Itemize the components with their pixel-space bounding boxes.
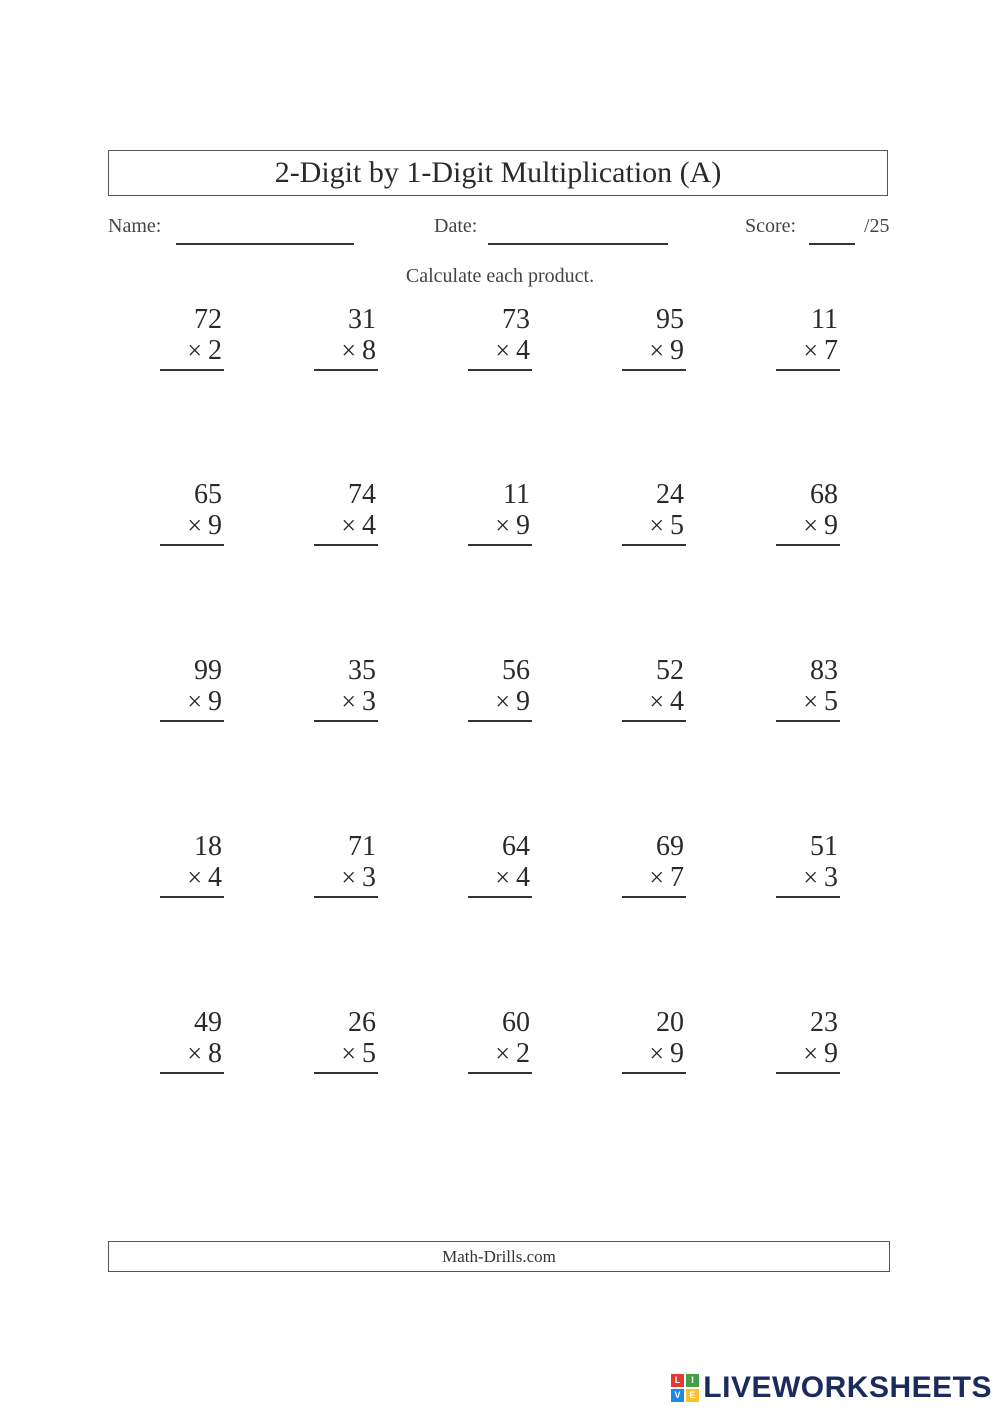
problem-13 (460, 656, 530, 726)
multiplicand: 72 (194, 304, 222, 335)
multiplier-row (614, 862, 684, 894)
multiplier: 7 (824, 335, 838, 366)
logo-tile: I (686, 1374, 699, 1387)
answer-line[interactable] (160, 1072, 224, 1074)
problem-2 (306, 305, 376, 375)
multiplicand: 99 (194, 655, 222, 686)
times-sign: × (803, 336, 818, 365)
logo-tile: L (671, 1374, 684, 1387)
multiplicand: 26 (348, 1007, 376, 1038)
score-label: Score: (745, 215, 797, 237)
instructions: Calculate each product. (405, 265, 595, 287)
multiplier-row (152, 686, 222, 718)
multiplicand: 56 (502, 655, 530, 686)
multiplier-row (614, 1038, 684, 1070)
multiplier: 8 (362, 335, 376, 366)
answer-line[interactable] (468, 369, 532, 371)
multiplicand: 11 (503, 479, 530, 510)
multiplier-row (460, 1038, 530, 1070)
times-sign: × (495, 336, 510, 365)
multiplier-row (768, 1038, 838, 1070)
name-label: Name: (108, 215, 162, 237)
answer-line[interactable] (776, 1072, 840, 1074)
multiplicand: 35 (348, 655, 376, 686)
answer-line[interactable] (468, 544, 532, 546)
problem-14 (614, 656, 684, 726)
multiplier-row (306, 510, 376, 542)
multiplier: 5 (670, 510, 684, 541)
times-sign: × (495, 687, 510, 716)
multiplier: 9 (208, 510, 222, 541)
answer-line[interactable] (314, 896, 378, 898)
answer-line[interactable] (160, 544, 224, 546)
problem-25 (768, 1008, 838, 1078)
multiplier: 9 (516, 510, 530, 541)
problem-16 (152, 832, 222, 902)
problem-8 (460, 480, 530, 550)
problem-7 (306, 480, 376, 550)
multiplier-row (306, 862, 376, 894)
multiplier-row (306, 335, 376, 367)
times-sign: × (803, 1039, 818, 1068)
multiplicand: 18 (194, 831, 222, 862)
liveworksheets-icon (671, 1374, 699, 1402)
problem-21 (152, 1008, 222, 1078)
answer-line[interactable] (622, 720, 686, 722)
multiplicand: 69 (656, 831, 684, 862)
multiplier-row (460, 686, 530, 718)
answer-line[interactable] (468, 896, 532, 898)
answer-line[interactable] (314, 544, 378, 546)
multiplier-row (614, 335, 684, 367)
answer-line[interactable] (622, 1072, 686, 1074)
multiplier: 5 (362, 1038, 376, 1069)
multiplicand: 68 (810, 479, 838, 510)
multiplicand: 11 (811, 304, 838, 335)
logo-tile: E (686, 1389, 699, 1402)
problem-15 (768, 656, 838, 726)
multiplicand: 52 (656, 655, 684, 686)
multiplier-row (768, 862, 838, 894)
answer-line[interactable] (160, 720, 224, 722)
answer-line[interactable] (776, 544, 840, 546)
multiplicand: 31 (348, 304, 376, 335)
problem-1 (152, 305, 222, 375)
times-sign: × (803, 511, 818, 540)
times-sign: × (187, 1039, 202, 1068)
multiplier-row (768, 510, 838, 542)
answer-line[interactable] (622, 369, 686, 371)
brand-name: LIVEWORKSHEETS (703, 1371, 992, 1404)
multiplier-row (152, 1038, 222, 1070)
times-sign: × (649, 687, 664, 716)
answer-line[interactable] (314, 1072, 378, 1074)
times-sign: × (649, 1039, 664, 1068)
times-sign: × (649, 511, 664, 540)
times-sign: × (341, 863, 356, 892)
answer-line[interactable] (160, 369, 224, 371)
multiplier: 4 (516, 335, 530, 366)
multiplier: 2 (516, 1038, 530, 1069)
problem-19 (614, 832, 684, 902)
multiplicand: 51 (810, 831, 838, 862)
multiplier-row (614, 510, 684, 542)
answer-line[interactable] (776, 720, 840, 722)
multiplicand: 83 (810, 655, 838, 686)
multiplicand: 24 (656, 479, 684, 510)
answer-line[interactable] (776, 896, 840, 898)
problem-6 (152, 480, 222, 550)
multiplier: 9 (516, 686, 530, 717)
times-sign: × (187, 511, 202, 540)
multiplier: 9 (670, 335, 684, 366)
multiplier: 3 (824, 862, 838, 893)
multiplier-row (460, 862, 530, 894)
multiplicand: 65 (194, 479, 222, 510)
times-sign: × (187, 687, 202, 716)
problem-24 (614, 1008, 684, 1078)
multiplier: 4 (670, 686, 684, 717)
multiplier-row (152, 335, 222, 367)
problem-3 (460, 305, 530, 375)
multiplier: 9 (824, 510, 838, 541)
problem-22 (306, 1008, 376, 1078)
multiplier: 9 (824, 1038, 838, 1069)
answer-line[interactable] (314, 369, 378, 371)
worksheet-title: 2-Digit by 1-Digit Multiplication (A) (108, 150, 888, 196)
multiplicand: 49 (194, 1007, 222, 1038)
multiplier: 5 (824, 686, 838, 717)
times-sign: × (495, 1039, 510, 1068)
multiplicand: 95 (656, 304, 684, 335)
multiplier-row (152, 862, 222, 894)
problem-17 (306, 832, 376, 902)
problem-18 (460, 832, 530, 902)
times-sign: × (649, 336, 664, 365)
answer-line[interactable] (468, 1072, 532, 1074)
multiplier-row (306, 686, 376, 718)
times-sign: × (341, 1039, 356, 1068)
problem-20 (768, 832, 838, 902)
times-sign: × (341, 511, 356, 540)
multiplicand: 73 (502, 304, 530, 335)
multiplier: 4 (208, 862, 222, 893)
multiplier: 9 (670, 1038, 684, 1069)
problem-5 (768, 305, 838, 375)
times-sign: × (341, 336, 356, 365)
multiplier: 8 (208, 1038, 222, 1069)
logo-tile: V (671, 1389, 684, 1402)
multiplicand: 23 (810, 1007, 838, 1038)
problem-10 (768, 480, 838, 550)
answer-line[interactable] (776, 369, 840, 371)
multiplier: 3 (362, 862, 376, 893)
answer-line[interactable] (622, 896, 686, 898)
times-sign: × (495, 863, 510, 892)
problem-23 (460, 1008, 530, 1078)
answer-line[interactable] (160, 896, 224, 898)
multiplier: 2 (208, 335, 222, 366)
multiplier-row (152, 510, 222, 542)
score-total: /25 (864, 215, 890, 237)
multiplicand: 74 (348, 479, 376, 510)
multiplier: 4 (362, 510, 376, 541)
multiplier: 3 (362, 686, 376, 717)
times-sign: × (187, 336, 202, 365)
multiplier: 4 (516, 862, 530, 893)
multiplier: 7 (670, 862, 684, 893)
multiplicand: 64 (502, 831, 530, 862)
times-sign: × (803, 863, 818, 892)
footer: Math-Drills.com (108, 1241, 890, 1272)
liveworksheets-logo (671, 1371, 992, 1405)
multiplier-row (614, 686, 684, 718)
times-sign: × (803, 687, 818, 716)
multiplier-row (460, 510, 530, 542)
multiplier-row (460, 335, 530, 367)
multiplier: 9 (208, 686, 222, 717)
answer-line[interactable] (622, 544, 686, 546)
problem-9 (614, 480, 684, 550)
problem-4 (614, 305, 684, 375)
problem-12 (306, 656, 376, 726)
times-sign: × (187, 863, 202, 892)
multiplier-row (768, 335, 838, 367)
times-sign: × (495, 511, 510, 540)
times-sign: × (341, 687, 356, 716)
times-sign: × (649, 863, 664, 892)
multiplicand: 60 (502, 1007, 530, 1038)
date-label: Date: (434, 215, 478, 237)
multiplier-row (768, 686, 838, 718)
multiplicand: 71 (348, 831, 376, 862)
answer-line[interactable] (468, 720, 532, 722)
multiplicand: 20 (656, 1007, 684, 1038)
multiplier-row (306, 1038, 376, 1070)
answer-line[interactable] (314, 720, 378, 722)
problem-11 (152, 656, 222, 726)
